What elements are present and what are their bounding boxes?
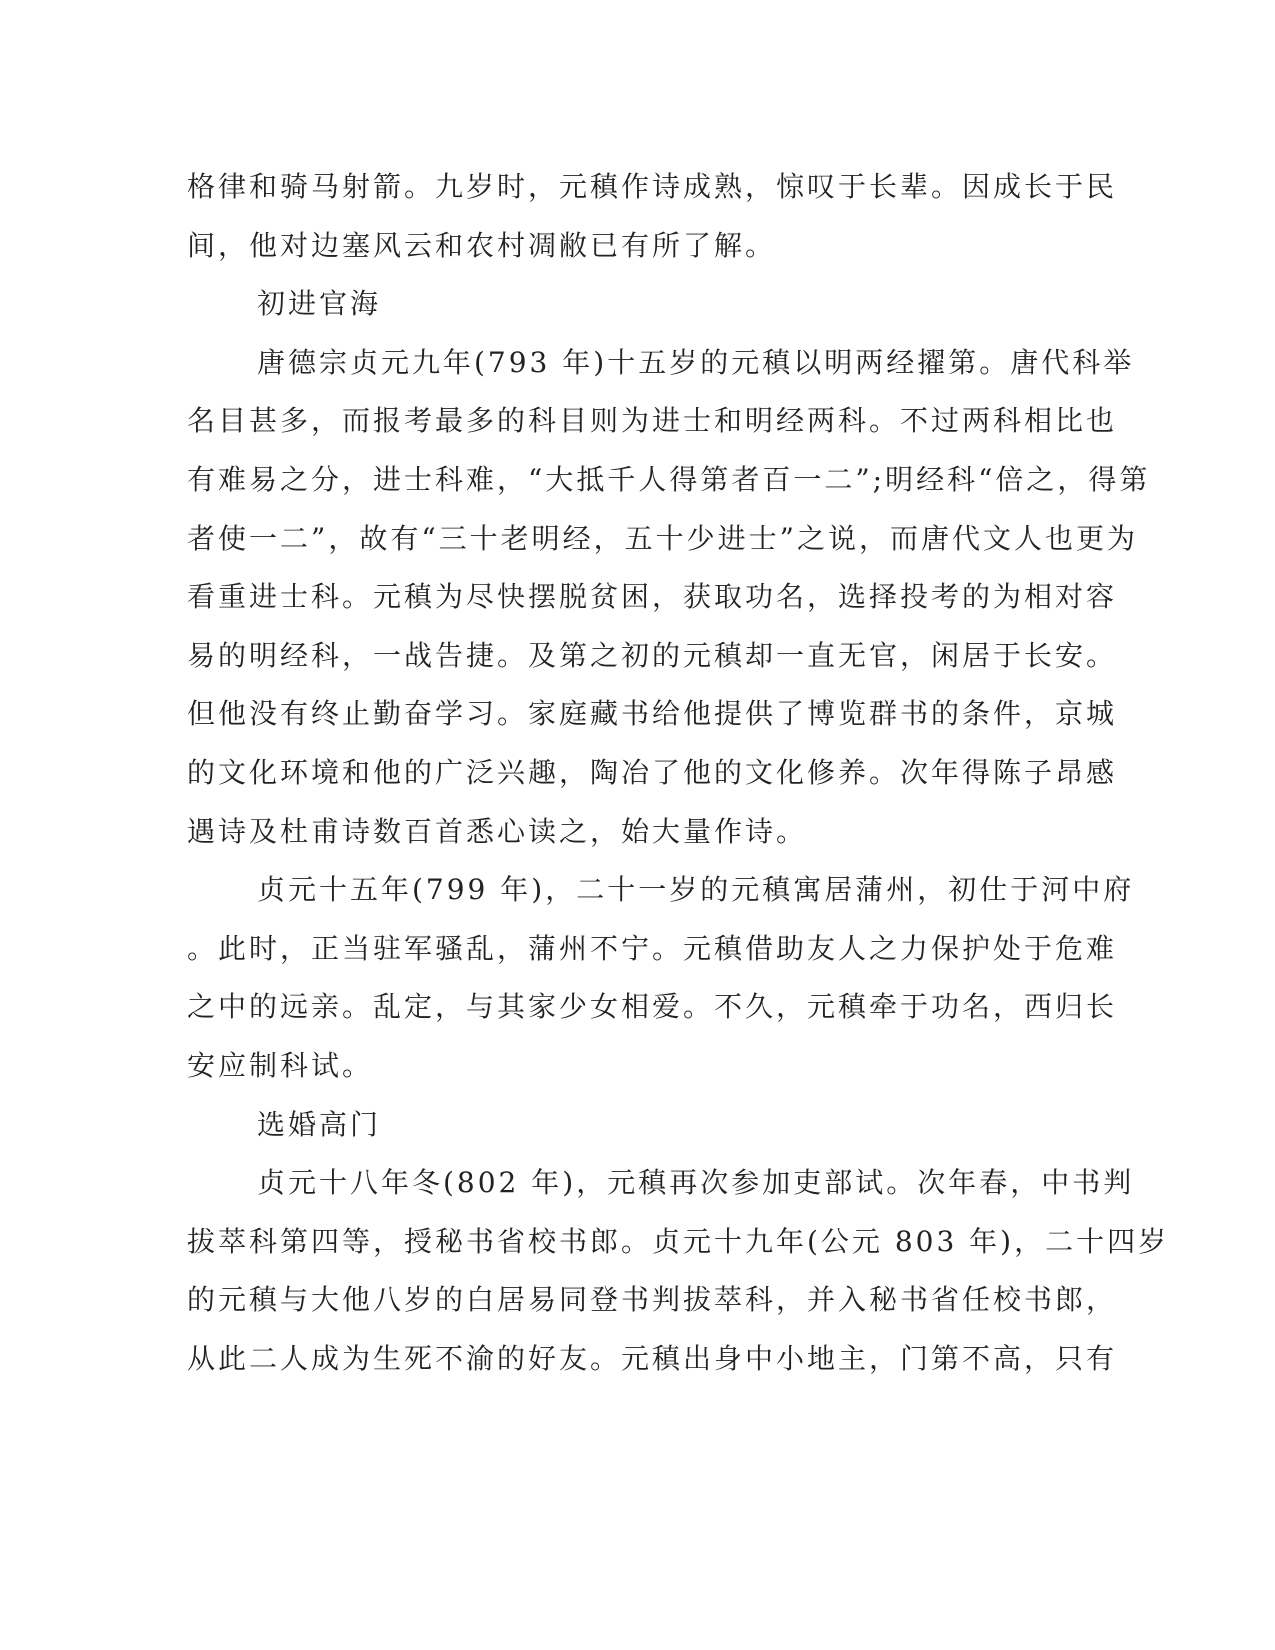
text-line: 的文化环境和他的广泛兴趣，陶冶了他的文化修养。次年得陈子昂感 — [187, 755, 1118, 789]
text-line: 遇诗及杜甫诗数百首悉心读之，始大量作诗。 — [187, 814, 808, 848]
text-line: 安应制科试。 — [187, 1048, 374, 1082]
text-line: 的元稹与大他八岁的白居易同登书判拔萃科，并入秘书省任校书郎， — [187, 1283, 1118, 1317]
text-line: 唐德宗贞元九年(793 年)十五岁的元稹以明两经擢第。唐代科举 — [257, 345, 1135, 379]
text-line: 名目甚多，而报考最多的科目则为进士和明经两科。不过两科相比也 — [187, 404, 1118, 438]
text-line: 看重进士科。元稹为尽快摆脱贫困，获取功名，选择投考的为相对容 — [187, 580, 1118, 614]
document-body — [187, 158, 1170, 1388]
text-line: 拔萃科第四等，授秘书省校书郎。贞元十九年(公元 803 年)，二十四岁 — [187, 1224, 1170, 1258]
text-line: 间，他对边塞风云和农村凋敝已有所了解。 — [187, 228, 777, 262]
section-heading: 选婚高门 — [257, 1107, 382, 1141]
text-line: 者使一二”，故有“三十老明经，五十少进士”之说，而唐代文人也更为 — [187, 521, 1138, 555]
section-heading: 初进官海 — [257, 287, 382, 321]
text-line: 贞元十五年(799 年)，二十一岁的元稹寓居蒲州，初仕于河中府 — [257, 873, 1135, 907]
text-line: 贞元十八年冬(802 年)，元稹再次参加吏部试。次年春，中书判 — [257, 1166, 1135, 1200]
text-line: 从此二人成为生死不渝的好友。元稹出身中小地主，门第不高，只有 — [187, 1341, 1118, 1375]
text-line: 但他没有终止勤奋学习。家庭藏书给他提供了博览群书的条件，京城 — [187, 697, 1118, 731]
text-line: 易的明经科，一战告捷。及第之初的元稹却一直无官，闲居于长安。 — [187, 638, 1118, 672]
text-line: 有难易之分，进士科难，“大抵千人得第者百一二”;明经科“倍之，得第 — [187, 462, 1151, 496]
text-line: 格律和骑马射箭。九岁时，元稹作诗成熟，惊叹于长辈。因成长于民 — [187, 170, 1118, 203]
text-line: 之中的远亲。乱定，与其家少女相爱。不久，元稹牵于功名，西归长 — [187, 990, 1118, 1024]
text-line: 。此时，正当驻军骚乱，蒲州不宁。元稹借助友人之力保护处于危难 — [187, 931, 1118, 965]
